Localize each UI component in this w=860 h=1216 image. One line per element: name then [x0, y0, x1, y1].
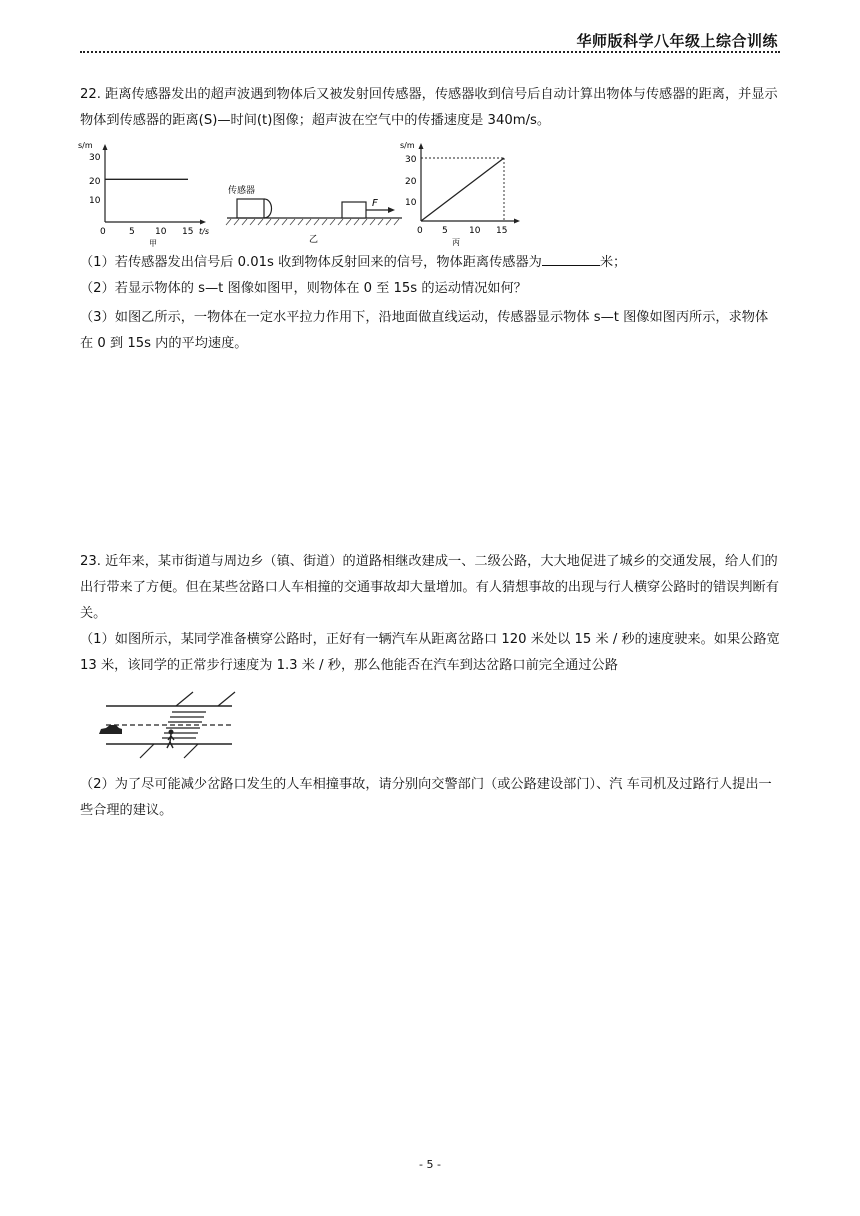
yi-sensor-label: 传感器	[228, 186, 256, 196]
crosswalk-stripes	[162, 712, 206, 738]
jia-ytick: 20	[89, 177, 101, 187]
q22-stem: 22. 距离传感器发出的超声波遇到物体后又被发射回传感器，传感器收到信号后自动计算出物体与传感器的距离，并显示物体到传感器的距离(S)—时间(t)图像；超声波在空气中的传播速度是 340m/s。	[80, 87, 778, 128]
q23-sub1: （1）如图所示，某同学准备横穿公路时，正好有一辆汽车从距离岔路口 120 米处以 15 米 / 秒的速度驶来。如果公路宽 13 米，该同学的正常步行速度为 1.3 米 / 秒，那么他能否在汽车到达岔路口前完全通过公路	[80, 632, 780, 673]
car-icon	[99, 725, 122, 734]
q22-sub1-unit: 米；	[599, 255, 627, 270]
bing-ytick: 20	[405, 177, 417, 187]
bing-ytick: 10	[405, 198, 417, 208]
jia-xtick: 15	[182, 227, 194, 237]
jia-caption: 甲	[149, 239, 157, 248]
force-arrow-head	[388, 207, 395, 213]
figure-bing	[396, 139, 526, 250]
bing-xtick: 10	[469, 226, 481, 236]
jia-xtick: 0	[100, 227, 106, 237]
bing-x-arrow	[514, 219, 520, 224]
jia-ylabel: s/m	[78, 141, 93, 150]
q22-sub2: （2）若显示物体的 s—t 图像如图甲，则物体在 0 至 15s 的运动情况如何？	[80, 281, 527, 296]
q22-sub1-text: （1）若传感器发出信号后 0.01s 收到物体反射回来的信号，物体距离传感器为	[80, 255, 542, 270]
bing-xtick: 15	[496, 226, 508, 236]
bing-caption: 丙	[452, 238, 460, 247]
bing-y-arrow	[419, 143, 424, 149]
bing-xtick: 0	[417, 226, 423, 236]
q22-sub1	[80, 250, 780, 276]
crossroad-line	[140, 744, 154, 758]
answer-blank	[542, 251, 600, 266]
jia-xtick: 10	[155, 227, 167, 237]
figure-yi	[225, 180, 410, 250]
crossroad-line	[184, 744, 198, 758]
yi-force-label: F	[372, 198, 378, 209]
yi-caption: 乙	[309, 235, 319, 245]
road-crossing-figure	[96, 690, 242, 762]
header-dotted-rule	[80, 51, 780, 53]
jia-ytick: 10	[89, 196, 101, 206]
page-number: - 5 -	[419, 1158, 441, 1171]
bing-ytick: 30	[405, 155, 417, 165]
q23-sub2: （2）为了尽可能减少岔路口发生的人车相撞事故，请分别向交警部门（或公路建设部门）、汽 车司机及过路行人提出一些合理的建议。	[80, 777, 772, 818]
figure-jia	[78, 140, 213, 250]
crossroad-line	[176, 692, 193, 706]
jia-ytick: 30	[89, 153, 101, 163]
bing-ylabel: s/m	[400, 141, 415, 150]
ground-hatching	[226, 219, 399, 225]
q22-sub3: （3）如图乙所示，一物体在一定水平拉力作用下，沿地面做直线运动，传感器显示物体 s—t 图像如图丙所示，求物体在 0 到 15s 内的平均速度。	[80, 310, 769, 351]
bing-xtick: 5	[442, 226, 448, 236]
jia-xtick: 5	[129, 227, 135, 237]
jia-xlabel: t/s	[199, 227, 209, 236]
jia-x-arrow	[200, 220, 206, 225]
q23-stem: 23. 近年来，某市街道与周边乡（镇、街道）的道路相继改建成一、二级公路，大大地促进了城乡的交通发展，给人们的出行带来了方便。但在某些岔路口人车相撞的交通事故却大量增加。有人猜想事故的出现与行人横穿公路时的错误判断有关。	[80, 554, 779, 621]
sensor-dome	[264, 199, 272, 218]
sensor-body	[237, 199, 264, 218]
moving-block	[342, 202, 366, 218]
jia-y-arrow	[103, 144, 108, 150]
crossroad-line	[218, 692, 235, 706]
page-header-title: 华师版科学八年级上综合训练	[576, 32, 778, 50]
series-line-segment	[421, 158, 504, 221]
